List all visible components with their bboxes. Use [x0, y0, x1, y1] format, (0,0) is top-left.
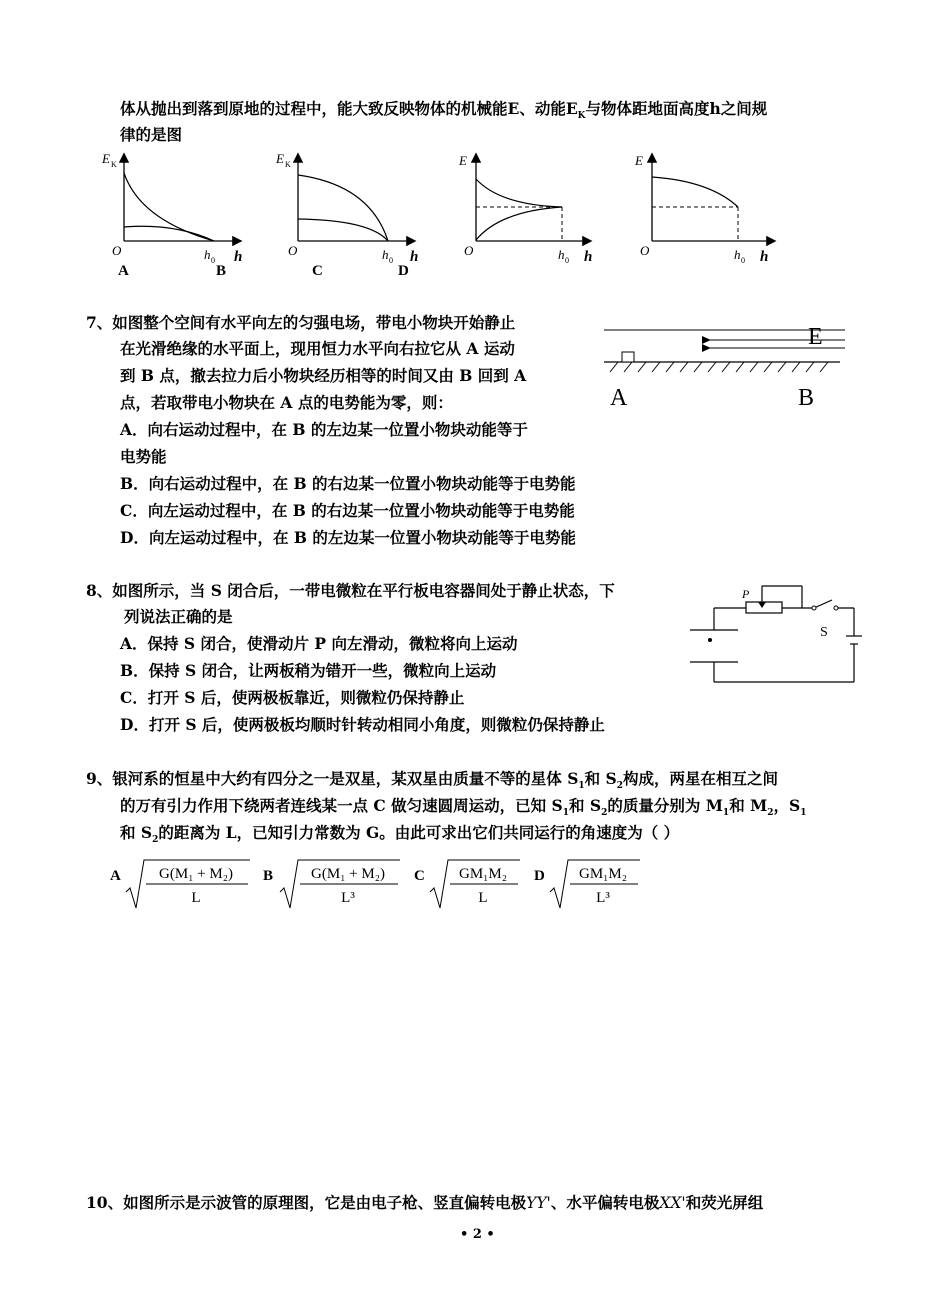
svg-text:G(M₁ + M₂): G(M₁ + M₂): [159, 866, 233, 882]
graph-a: [101, 151, 242, 279]
svg-text:C: C: [414, 868, 425, 884]
svg-text:0: 0: [211, 256, 215, 265]
graph-a-curve2: [124, 226, 214, 241]
svg-text:K: K: [285, 160, 291, 169]
q8-option-d: D．打开 S 后，使两极板均顺时针转动相同小角度，则微粒仍保持静止: [120, 715, 605, 734]
q8-line2: 列说法正确的是: [124, 607, 233, 626]
svg-text:L: L: [478, 890, 488, 906]
charged-block: [622, 352, 634, 362]
q9-choice-d: [534, 860, 640, 908]
q7-option-c: C．向左运动过程中，在 B 的右边某一位置小物块动能等于电势能: [120, 501, 575, 520]
svg-text:S: S: [820, 625, 828, 640]
svg-text:E: E: [635, 153, 643, 168]
svg-text:h: h: [410, 249, 419, 265]
svg-text:B: B: [216, 263, 227, 279]
svg-text:E: E: [459, 153, 467, 168]
svg-text:L: L: [191, 890, 201, 906]
q7-line1: 7、如图整个空间有水平向左的匀强电场，带电小物块开始静止: [86, 313, 516, 332]
svg-text:0: 0: [741, 256, 745, 265]
svg-text:B: B: [263, 868, 274, 884]
svg-text:E: E: [102, 151, 110, 166]
q9-choice-c: [414, 860, 520, 908]
q8-option-c: C．打开 S 后，使两极板靠近，则微粒仍保持静止: [120, 688, 465, 707]
svg-text:O: O: [464, 243, 474, 258]
q6-line1: 体从抛出到落到原地的过程中，能大致反映物体的机械能E、动能$E_K$与物体距地面高度h之间规: [120, 99, 768, 122]
svg-text:h: h: [734, 247, 741, 262]
graph-d-curve-top: [652, 177, 738, 207]
svg-text:GM₁M₂: GM₁M₂: [579, 866, 627, 882]
q7-option-d: D．向左运动过程中，在 B 的左边某一位置小物块动能等于电势能: [120, 528, 576, 547]
q7-line2: 在光滑绝缘的水平面上，现用恒力水平向右拉它从 A 运动: [120, 339, 515, 358]
q7-line4: 点，若取带电小物块在 A 点的电势能为零，则：: [120, 393, 453, 412]
svg-text:D: D: [534, 868, 545, 884]
svg-text:h: h: [234, 249, 243, 265]
graph-c: [312, 153, 592, 279]
svg-text:B: B: [798, 385, 815, 411]
q8-circuit: [686, 580, 876, 690]
svg-text:h: h: [760, 249, 769, 265]
graph-c-curve-bottom: [476, 207, 562, 240]
q9-line2: 的万有引力作用下绕两者连线某一点 C 做匀速圆周运动，已知 $S_1$和 $S_2$的质量分别为 $M_1$和 $M_2$，$S_1$: [120, 796, 807, 819]
q9-line3: 和 $S_2$的距离为 L，已知引力常数为 G。由此可求出它们共同运行的角速度为（ ）: [120, 823, 680, 846]
q7-line3: 到 B 点，撤去拉力后小物块经历相等的时间又由 B 回到 A: [120, 366, 527, 385]
svg-text:O: O: [112, 243, 122, 258]
q6-line2: 律的是图: [120, 125, 183, 144]
svg-text:0: 0: [565, 256, 569, 265]
q7-option-a: A．向右运动过程中，在 B 的左边某一位置小物块动能等于: [120, 420, 528, 439]
svg-text:A: A: [110, 868, 121, 884]
svg-text:C: C: [312, 263, 323, 279]
svg-text:D: D: [398, 263, 409, 279]
svg-text:h: h: [558, 247, 565, 262]
svg-text:E: E: [276, 151, 284, 166]
q9-choice-a: [110, 860, 250, 908]
q8-line1: 8、如图所示，当 S 闭合后，一带电微粒在平行板电容器间处于静止状态，下: [86, 581, 615, 600]
svg-text:O: O: [640, 243, 650, 258]
q8-option-b: B．保持 S 闭合，让两板稍为错开一些，微粒向上运动: [120, 661, 497, 680]
charged-particle: [708, 638, 712, 642]
svg-text:h: h: [584, 249, 593, 265]
svg-text:O: O: [288, 243, 298, 258]
svg-text:P: P: [742, 587, 750, 601]
q9-line1: 9、银河系的恒星中大约有四分之一是双星，某双星由质量不等的星体 $S_1$和 $S_2$构成，两星在相互之间: [86, 769, 779, 792]
graph-b: [216, 151, 418, 279]
svg-text:E: E: [808, 324, 823, 350]
svg-text:h: h: [204, 247, 211, 262]
graph-c-curve-top: [476, 179, 562, 207]
page-number: • 2 •: [460, 1227, 495, 1242]
q9-choice-b: [263, 860, 400, 908]
svg-text:h: h: [382, 247, 389, 262]
graph-b-curve2: [298, 219, 388, 241]
q7-option-b: B．向右运动过程中，在 B 的右边某一位置小物块动能等于电势能: [120, 474, 576, 493]
q7-figure: [600, 310, 870, 420]
q6-graphs: [0, 145, 950, 285]
q9-choices: [100, 856, 700, 916]
graph-a-curve1: [124, 173, 214, 241]
svg-text:L³: L³: [341, 890, 355, 906]
q7-option-a-cont: 电势能: [120, 447, 167, 466]
svg-text:G(M₁ + M₂): G(M₁ + M₂): [311, 866, 385, 882]
q8-option-a: A．保持 S 闭合，使滑动片 P 向左滑动，微粒将向上运动: [120, 634, 518, 653]
svg-text:K: K: [111, 160, 117, 169]
svg-text:0: 0: [389, 256, 393, 265]
svg-text:A: A: [118, 263, 129, 279]
q10-line1: 10、如图所示是示波管的原理图，它是由电子枪、竖直偏转电极YY'、水平偏转电极XX'和荧光屏组: [86, 1193, 764, 1212]
svg-text:GM₁M₂: GM₁M₂: [459, 866, 507, 882]
svg-text:A: A: [610, 385, 628, 411]
svg-text:L³: L³: [596, 890, 610, 906]
